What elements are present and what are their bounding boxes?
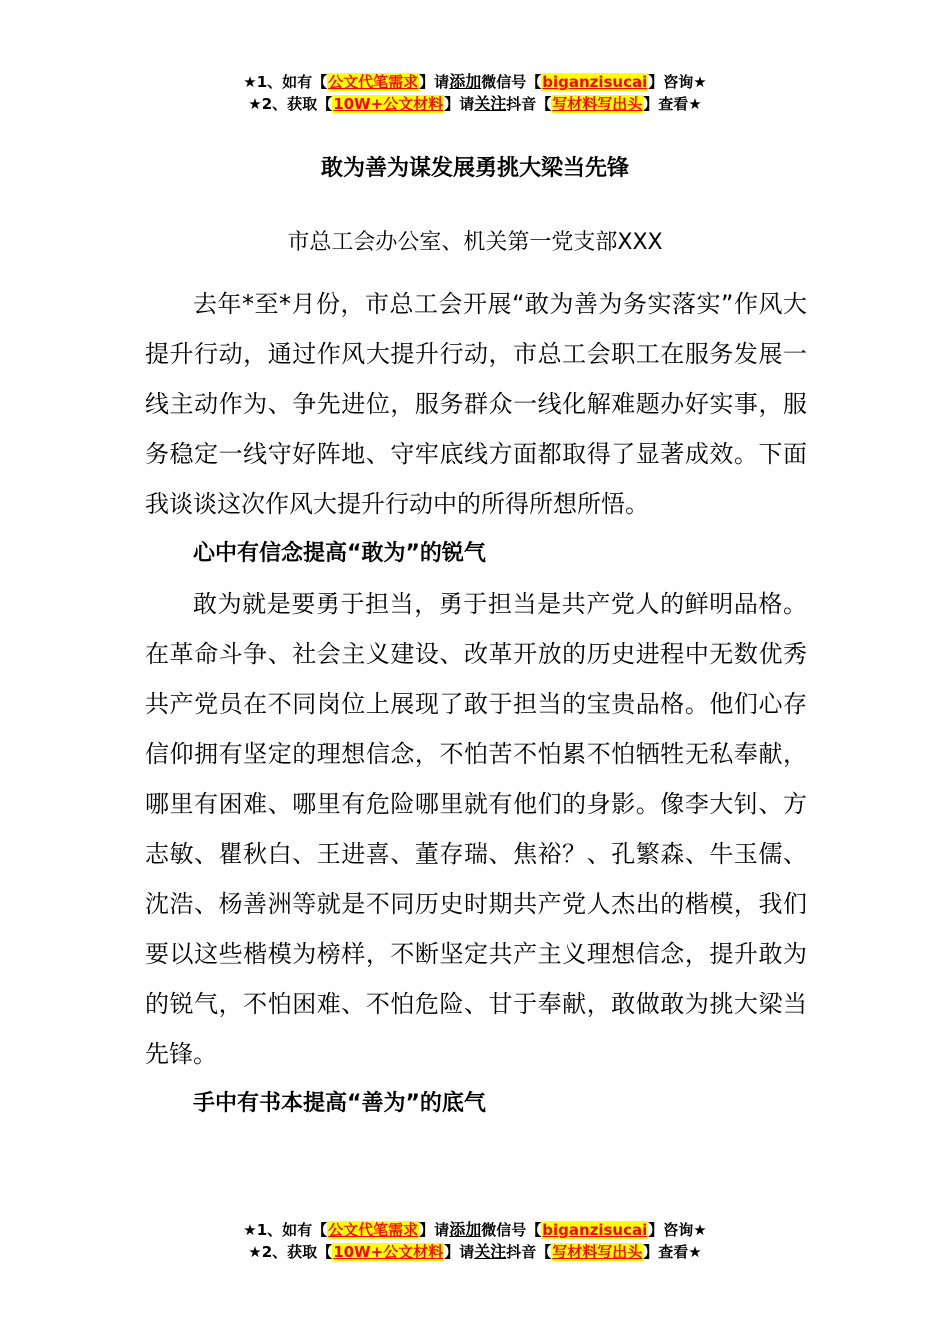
promo-text: 】查看★	[643, 1243, 702, 1261]
promo-text: 微信号【	[481, 73, 542, 91]
promo-text: 】请	[444, 1243, 475, 1261]
promo-text: 】请	[419, 1221, 450, 1239]
promo-highlight: biganzisucai	[542, 1221, 648, 1239]
promo-text: 】查看★	[643, 95, 702, 113]
promo-text: 抖音【	[506, 95, 552, 113]
document-author: 市总工会办公室、机关第一党支部XXX	[287, 230, 663, 255]
promo-line-2	[0, 1241, 950, 1263]
promo-text: 】咨询★	[648, 73, 707, 91]
document-body	[145, 279, 807, 1129]
promo-emphasis: 关注	[474, 1242, 507, 1261]
promo-text: ★1、如有【	[243, 73, 328, 91]
promo-text: 】咨询★	[648, 1221, 707, 1239]
promo-highlight: 写材料写出头	[552, 95, 643, 113]
document-title: 敢为善为谋发展勇挑大梁当先锋	[320, 156, 629, 181]
promo-text: 】请	[419, 73, 450, 91]
section-heading-1: 心中有信念提高“敢为”的锐气	[193, 541, 486, 566]
promo-highlight: 写材料写出头	[552, 1243, 643, 1261]
promo-text: 抖音【	[506, 1243, 552, 1261]
paragraph-section-1: 敢为就是要勇于担当，勇于担当是共产党人的鲜明品格。在革命斗争、社会主义建设、改革开放的历史进程中无数优秀共产党员在不同岗位上展现了敢于担当的宝贵品格。他们心存信仰拥有坚定的理想信念，不怕苦不怕累不怕牺牲无私奉献，哪里有困难、哪里有危险哪里就有他们的身影。像李大钊、方志敏、瞿秋白、王进喜、董存瑞、焦裕？、孔繁森、牛玉儒、沈浩、杨善洲等就是不同历史时期共产党人杰出的楷模，我们要以这些楷模为榜样，不断坚定共产主义理想信念，提升敢为的锐气，不怕困难、不怕危险、甘于奉献，敢做敢为挑大梁当先锋。	[145, 590, 807, 1068]
promo-emphasis: 关注	[474, 94, 507, 113]
section-heading-2: 手中有书本提高“善为”的底气	[193, 1091, 486, 1116]
promo-emphasis: 添加	[449, 72, 482, 91]
promo-text: ★1、如有【	[243, 1221, 328, 1239]
promo-text: ★2、获取【	[248, 95, 333, 113]
promo-text: 微信号【	[481, 1221, 542, 1239]
promo-text: 】请	[444, 95, 475, 113]
promo-line-1	[0, 71, 950, 93]
paragraph-intro: 去年*至*月份，市总工会开展“敢为善为务实落实”作风大提升行动，通过作风大提升行动，市总工会职工在服务发展一线主动作为、争先进位，服务群众一线化解难题办好实事，服务稳定一线守好阵地、守牢底线方面都取得了显著成效。下面我谈谈这次作风大提升行动中的所得所想所悟。	[145, 290, 807, 518]
promo-highlight: 10W+公文材料	[333, 95, 444, 113]
header-promo-banner	[0, 71, 950, 115]
promo-line-2	[0, 93, 950, 115]
promo-highlight: 10W+公文材料	[333, 1243, 444, 1261]
promo-highlight: biganzisucai	[542, 73, 648, 91]
promo-line-1	[0, 1219, 950, 1241]
promo-highlight: 公文代笔需求	[328, 1221, 419, 1239]
footer-promo-banner	[0, 1219, 950, 1263]
promo-emphasis: 添加	[449, 1220, 482, 1239]
promo-highlight: 公文代笔需求	[328, 73, 419, 91]
promo-text: ★2、获取【	[248, 1243, 333, 1261]
